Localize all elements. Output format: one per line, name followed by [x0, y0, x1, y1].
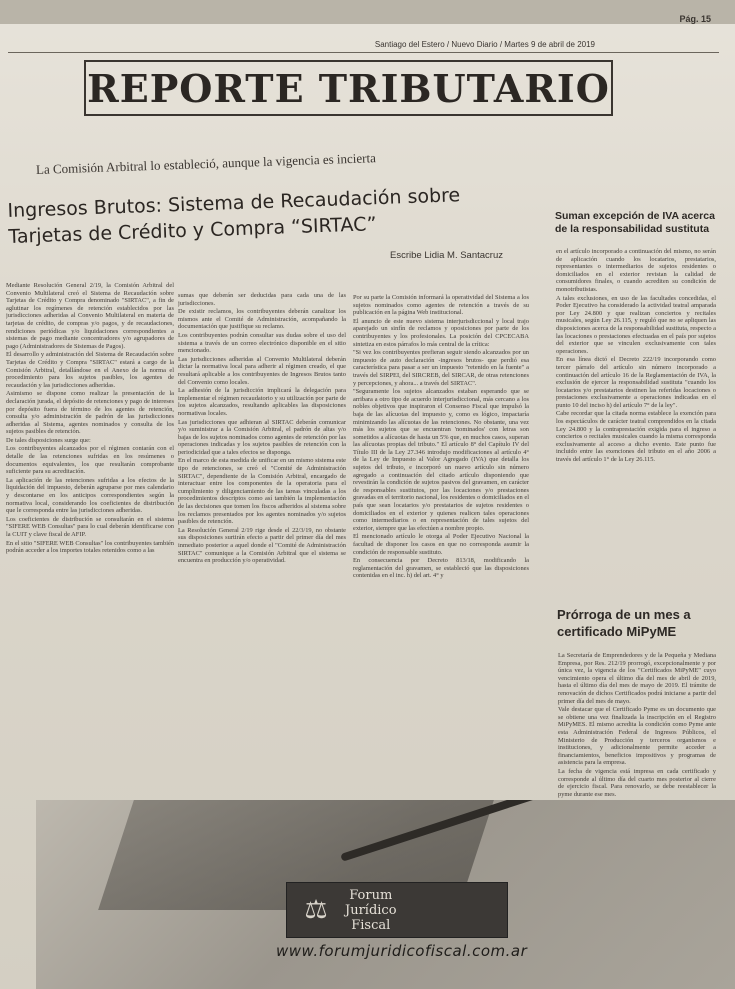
article-headline: Ingresos Brutos: Sistema de Recaudación sobre Tarjetas de Crédito y Compra “SIRTAC”	[7, 184, 461, 248]
paragraph: En esa línea dictó el Decreto 222/19 incorporando como tercer párrafo del artículo sin número incorporado a continuación del artículo 16 de la Reglamentación de IVA, la exclusión de ejercer la responsabilidad sustituta "cuando los locatarios y/o prestatarios destinen las referidas locaciones o prestaciones exclusivamente a operaciones indicadas en el punto 10 del inciso h) del artículo 7° de la ley".	[556, 356, 716, 409]
paragraph: En el marco de esta medida de unificar en un mismo sistema este tipo de retenciones, se creó el "Comité de Administración SIRTAC", dependiente de la Comisión Arbitral, encargado de interactuar entre los componentes de la operatoria para el cumplimiento y diligenciamiento de las tareas vinculadas a los procedimientos descriptos como así también la implementación de las decisiones que tomen los fiscos adheridos al sistema sobre los reclamos presentados por los agentes nominados y/o sujetos pasibles de retención.	[178, 457, 346, 526]
article-column-2	[178, 292, 346, 797]
paragraph: Cabe recordar que la citada norma establece la exención para los espectáculos de carácter teatral comprendidos en la citada Ley 24.800 y la contraprestación exigida para el ingreso a conciertos o recitales musicales cuando la misma corresponda exclusivamente al acceso a dicho evento. Este punto fue incluido entre las exenciones del tributo en el año 2006 a través del artículo 1° de la Ley 26.115.	[556, 410, 716, 464]
paragraph: Por su parte la Comisión informará la operatividad del Sistema a los sujetos nominados como agentes de retención a través de su publicación en la página Web institucional.	[353, 294, 529, 317]
paragraph: sumas que deberán ser deducidas para cada una de las jurisdicciones.	[178, 292, 346, 307]
ad-website-link[interactable]: www.forumjuridicofiscal.com.ar	[276, 942, 528, 960]
paragraph: La Secretaría de Emprendedores y de la Pequeña y Mediana Empresa, por Res. 212/19 prorrogó, excepcionalmente y por única vez, la vigencia de los "Certificados MiPyME" cuyo vencimiento opera el último día del mes de abril de 2019, hasta el último día del mes de mayo de 2019. El trámite de renovación de dichos Certificados podrá iniciarse a partir del primer día del mes de mayo.	[558, 652, 716, 705]
sidebar-1-title: Suman excepción de IVA acerca de la responsabilidad sustituta	[555, 210, 715, 235]
paragraph: De tales disposiciones surge que:	[6, 436, 91, 444]
paragraph: La fecha de vigencia está impresa en cada certificado y corresponde al último día del cuarto mes posterior al cierre de ejercicio fiscal. Para renovarlo, se debe reestablecer la pyme durante ese mes.	[558, 767, 716, 798]
ad-brand-card	[286, 882, 508, 938]
article-subtitle: La Comisión Arbitral lo estableció, aunque la vigencia es incierta	[35, 150, 377, 177]
article-byline: Escribe Lidia M. Santacruz	[390, 250, 503, 261]
ad-brand-line-2: Jurídico	[345, 902, 397, 918]
paragraph: El anuncio de este nuevo sistema interjurisdiccional y local trajo aparejado un sinfín de reclamos y oposiciones por parte de los contribuyentes y los profesionales. La posición del CPCECABA sintetiza en estos párrafos lo más central de la crítica:	[353, 317, 529, 348]
paragraph: Mediante Resolución General 2/19, la Comisión Arbitral del Convenio Multilateral creó el Sistema de Recaudación sobre Tarjetas de Crédito y Compra denominado "SIRTAC", a fin de aglutinar los regímenes de retención establecidos por las jurisdicciones adheridas al Convenio Multilateral en materia de tarjetas de crédito, de compras y/o pagos, y de recaudaciones, rendiciones periódicas y/o liquidaciones correspondientes a sistemas de pago mediante concentradores y/o agrupadores de pago (Administradores de Sistemas de Pagos).	[6, 282, 174, 350]
paragraph: El mencionado artículo le otorga al Poder Ejecutivo Nacional la facultad de disponer los casos en que no corresponda asumir la condición de responsable sustituto.	[353, 533, 529, 556]
paragraph: Las jurisdicciones adheridas al Convenio Multilateral deberán dictar la normativa local para adherir al régimen creado, el que resultará aplicable a los contribuyentes de Ingresos Brutos tanto del Convenio como locales.	[178, 355, 346, 386]
paragraph: Asimismo se dispone como realizar la presentación de la declaración jurada, el depósito de retenciones y pago de intereses por depósito fuera de término de los agentes de retención, consulta y/o administración de padrón de las jurisdicciones adheridas al Sistema, agentes nominados y consulta de los sujetos pasibles de retención.	[6, 390, 174, 436]
ad-brand-name	[345, 888, 397, 933]
article-column-1	[6, 282, 174, 797]
dateline: Santiago del Estero / Nuevo Diario / Martes 9 de abril de 2019	[374, 40, 595, 49]
paragraph: El desarrollo y administración del Sistema de Recaudación sobre Tarjetas de Crédito y Compra "SIRTAC" estará a cargo de la Comisión Arbitral, detallándose en el Anexo de la norma el procedimiento para los sujetos pasibles, los agentes de recaudación y las jurisdicciones adheridas.	[6, 351, 174, 389]
paragraph: En el sitio "SIFERE WEB Consultas" los contribuyentes también podrán acceder a los importes totales retenidos como a las	[6, 539, 174, 555]
sidebar-1-body	[556, 248, 716, 573]
sidebar-2-body	[558, 652, 716, 800]
ad-brand-line-3: Fiscal	[351, 917, 391, 933]
paragraph: De existir reclamos, los contribuyentes deberán canalizar los mismos ante el Comité de Administración, acompañando la documentación que justifique su reclamo.	[178, 308, 346, 331]
section-masthead	[84, 60, 613, 116]
scales-of-justice-icon: ⚖	[304, 895, 328, 925]
header-divider	[8, 52, 719, 53]
paragraph: La Resolución General 2/19 rige desde el 22/3/19, no obstante sus disposiciones surtirán efecto a partir del primer día del mes inmediato posterior a aquel donde el "Comité de Administración SIRTAC" comunique a la Comisión Arbitral que el sistema se encuentra en producción y/o operatividad.	[178, 526, 346, 565]
top-strip	[0, 0, 735, 24]
paragraph: La aplicación de las retenciones sufridas a los efectos de la liquidación del impuesto, deberán agruparse por mes calendario y descontarse en los anticipos correspondientes según la normativa local, considerando los coeficientes de distribución que le corresponda entre las jurisdicciones adheridas.	[6, 476, 174, 515]
article-column-3	[353, 294, 529, 804]
advertisement	[36, 800, 735, 989]
paragraph: La adhesión de la jurisdicción implicará la delegación para implementar el régimen recaudatorio y su utilización por parte de los sujetos alcanzados, resultando aplicables las disposiciones normativas locales.	[178, 387, 346, 417]
sidebar-2-title: Prórroga de un mes a certificado MiPyME	[557, 607, 691, 639]
paragraph: "Seguramente los sujetos alcanzados estaban esperando que se arribara a otro tipo de acuerdo interjurisdiccional, más cercano a los nobles objetivos que inspiraron el Consenso Fiscal que impulsó la baja de las alícuotas del impuesto y, como es lógico, impactaría minimizando las alícuotas de las retenciones. No obstante, una vez más los sujetos que se encuentran 'nominados' con letras son sometidos a alícuotas de hasta un 5% que, en muchos casos, superan las alícuotas propias del tributo." El artículo 8° del Capítulo IV del Título III de la Ley 27.346 introdujo modificaciones al artículo 4° de la Ley de Impuesto al Valor Agregado (IVA) que detalla los sujetos del tributo, e incorporó un nuevo artículo sin número agregado a continuación del citado artículo disponiendo que revestirán la condición de sujetos pasivos del gravamen, en carácter de responsables sustitutos, por las locaciones y/o prestaciones gravadas en el territorio nacional, los residentes o domiciliados en el país que sean locatarios y/o prestatarios de sujetos residentes o domiciliados en el exterior y quienes realicen tales operaciones como intermediarios o en representación de tales sujetos del exterior, siempre que las efectúen a nombre propio.	[353, 388, 529, 532]
paragraph: Las jurisdicciones que adhieran al SIRTAC deberán comunicar y/o suministrar a la Comisión Arbitral, el padrón de altas y/o bajas de los sujetos nominados como agentes de retención por las operaciones indicadas y los sujetos pasibles de retención con la periodicidad que a tales efectos se disponga.	[178, 418, 346, 456]
paragraph: En consecuencia por Decreto 813/18, modificando la reglamentación del gravamen, se estableció que las disposiciones contenidas en el inc. h) del art. 4° y	[353, 557, 529, 580]
paragraph: Los coeficientes de distribución se consultarán en el sistema "SIFERE WEB Consultas" para lo cual deberán identificarse con la CUIT y clave fiscal de AFIP.	[6, 515, 174, 538]
paragraph: Los contribuyentes alcanzados por el régimen contarán con el detalle de las retenciones sufridas en los resúmenes o documentos equivalentes, los que resultarán comprobante suficiente para su acreditación.	[6, 445, 174, 476]
paragraph: Vale destacar que el Certificado Pyme es un documento que se obtiene una vez finalizada la inscripción en el Registro MiPyMES. El mismo acredita la condición como Pyme ante esta Administración Federal de Ingresos Públicos, el Ministerio de Producción y terceros organismos e instituciones, y adicionalmente permite acceder a financiamientos, beneficios impositivos y programas de asistencia para la empresa.	[558, 706, 716, 767]
paragraph: Los contribuyentes podrán consultar sus dudas sobre el uso del sistema a través de un correo electrónico disponible en el sitio mencionado.	[178, 331, 346, 355]
paragraph: en el artículo incorporado a continuación del mismo, no serán de aplicación cuando los locatarios, prestatarios, representantes o intermediarios de sujetos residentes o domiciliados en el exterior revistan la calidad de consumidores finales, o cuando acrediten su condición de monotributistas.	[556, 248, 716, 293]
section-title: REPORTE TRIBUTARIO	[87, 65, 610, 111]
paragraph: A tales exclusiones, en uso de las facultades concedidas, el Poder Ejecutivo ha considerado la actividad teatral amparada por Ley 24.800 y que realizan conciertos y recitales musicales, según Ley 26.115, y reguló que no se apliquen las disposiciones acerca de la responsabilidad sustituta, respecto a las locaciones o prestaciones efectuadas en el país por sujetos del exterior que se vinculen exclusivamente con tales operaciones.	[556, 294, 716, 355]
page-number: Pág. 15	[679, 14, 711, 24]
ad-brand-line-1: Forum	[349, 887, 393, 903]
paragraph: "Si vez los contribuyentes prefieran seguir siendo alcanzados por un impuesto de auto declaración -ingresos brutos- que perdió esa característica para pasar a ser un impuesto "retenido en la fuente" a través del SIRPEI, del SIRCREB, del SIRCAR, de otras retenciones y percepciones, y ahora... a través del SIRTAC".	[353, 349, 529, 387]
